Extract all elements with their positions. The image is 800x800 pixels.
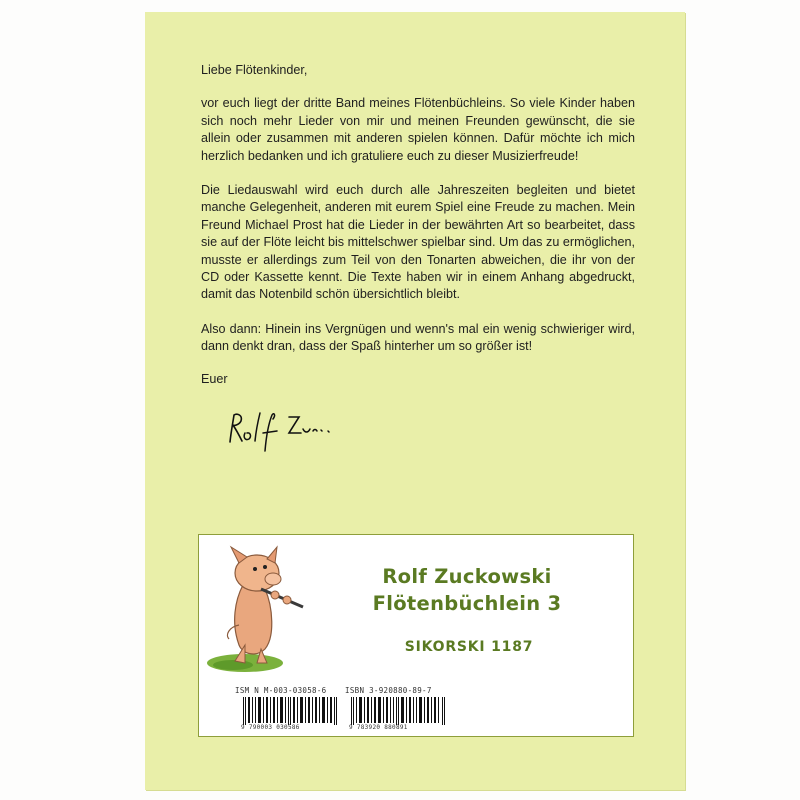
- ismn-code: ISM N M-003-03058-6: [235, 686, 327, 695]
- sticker-catalog-number: SIKORSKI 1187: [404, 639, 534, 655]
- sticker-title-book: Flötenbüchlein 3: [372, 592, 562, 615]
- letter-paragraph-2: Die Liedauswahl wird euch durch alle Jahreszeiten begleiten und bietet manche Gelegenheit, anderen mit eurem Spiel eine Freude zu machen. Mein Freund Michael Prost hat die Lieder in der bewährten Art so bearbeitet, dass sie auf der Flöte leicht bis mittelschwer spielbar sind. Um das zu ermöglichen, musste er allerdings zum Teil von den Tonarten abweichen, die ihr von der CD oder Kassette kennt. Die Texte haben wir in einem Anhang abgedruckt, damit das Notenbild schön übersichtlich bleibt.: [201, 183, 635, 302]
- letter-paragraph-3: Also dann: Hinein ins Vergnügen und wenn's mal ein wenig schwieriger wird, dann denkt dran, dass der Spaß hinterher um so größer ist!: [201, 321, 635, 354]
- pig-playing-flute-icon: [205, 545, 305, 673]
- booklet-page: [145, 12, 685, 790]
- isbn-code: ISBN 3-920880-89-7: [345, 686, 432, 695]
- title-sticker: [198, 534, 634, 737]
- ismn-barcode-digits: 9 790003 030586: [241, 724, 300, 731]
- handwritten-signature: [225, 407, 345, 457]
- ismn-barcode: [241, 697, 341, 725]
- isbn-barcode-digits: 9 783920 880891: [349, 724, 408, 731]
- isbn-barcode: [349, 697, 449, 725]
- letter-greeting: Liebe Flötenkinder,: [201, 63, 308, 77]
- foreword-letter: [201, 62, 635, 388]
- letter-paragraph-1: vor euch liegt der dritte Band meines Flötenbüchleins. So viele Kinder haben sich noch mehr Lieder von mir und meinen Freunden gewünscht, die sie allein oder zusammen mit anderen spielen können. Dafür möchte ich mich herzlich bedanken und ich gratuliere euch zu dieser Musizierfreude!: [201, 96, 635, 163]
- letter-closing: Euer: [201, 371, 228, 386]
- sticker-title-author: Rolf Zuckowski: [382, 565, 552, 588]
